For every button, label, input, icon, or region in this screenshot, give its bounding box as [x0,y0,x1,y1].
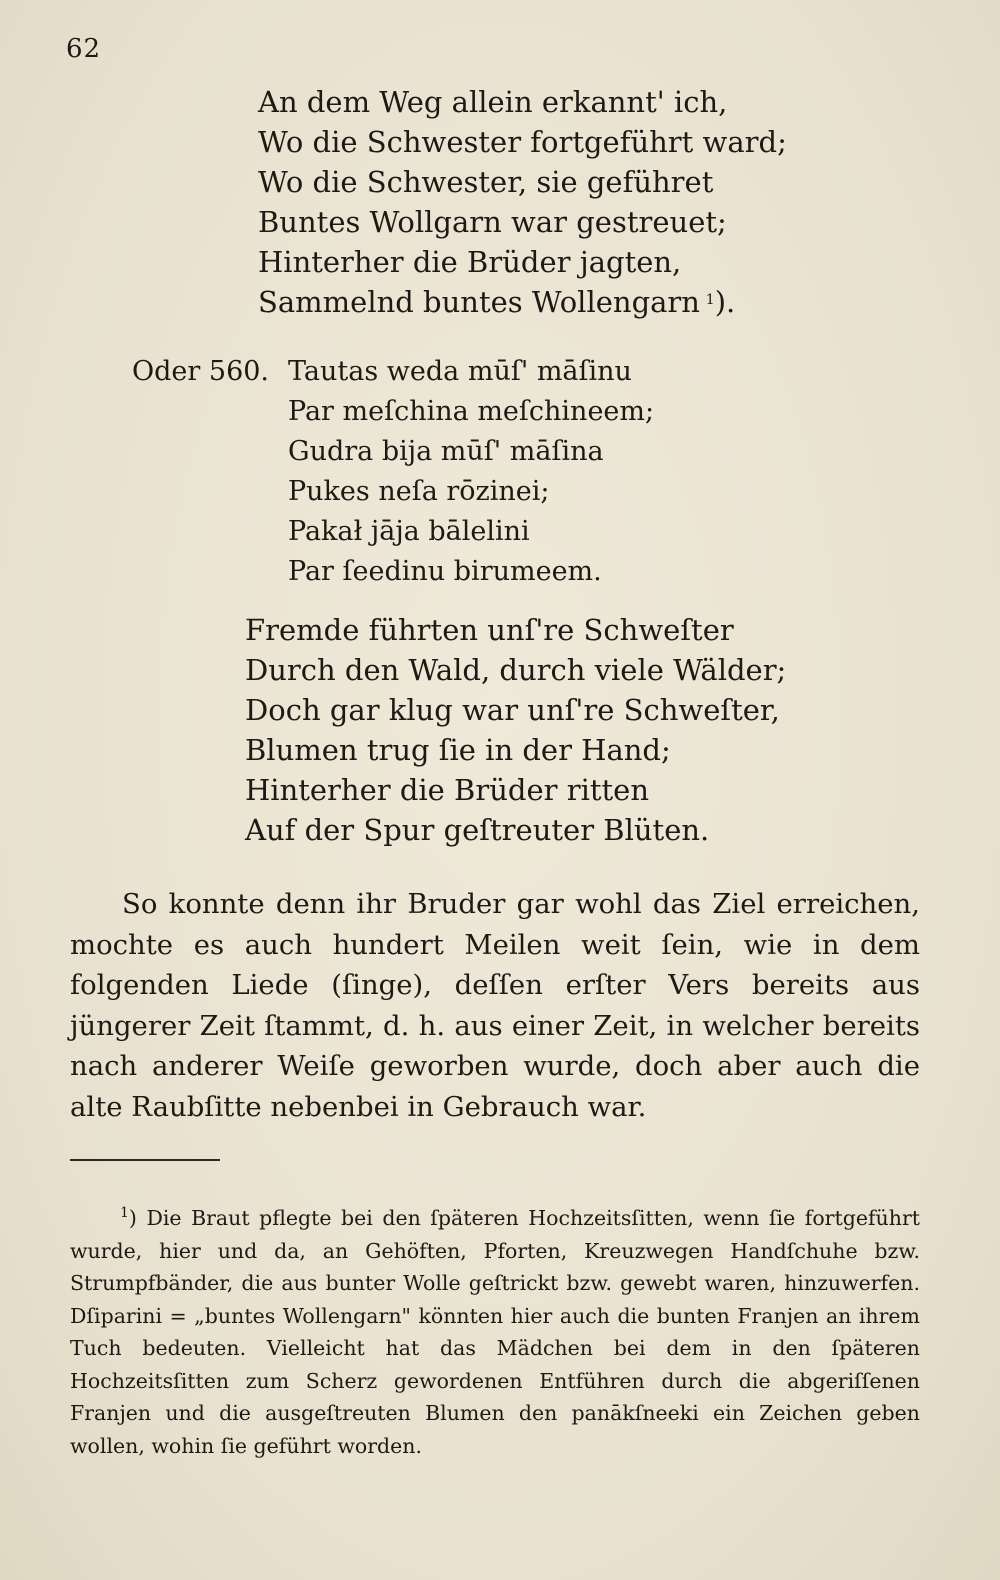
verse-line: Pakał jāja bālelini [288,516,530,547]
footnote [70,1202,920,1462]
page-number: 62 [66,34,102,64]
verse-line: Hinterher die Brüder ritten [245,773,650,807]
body-paragraph: So konnte denn ihr Bruder gar wohl das Ziel erreichen, mochte es auch hundert Meilen weit ſein, wie in dem folgenden Liede (ſinge), deſſen erſter Vers bereits aus jüngerer Zeit ſtammt, d. h. aus einer Zeit, in welcher bereits nach anderer Weiſe geworben wurde, doch aber auch die alte Raubſitte nebenbei in Gebrauch war. [70,888,920,1123]
verse-line: Durch den Wald, durch viele Wälder; [245,653,787,687]
german-stanza-2 [245,610,786,850]
verse-line: Blumen trug ſie in der Hand; [245,733,671,767]
footnote-text: Die Braut pflegte bei den ſpäteren Hochzeitsſitten, wenn ſie fortgeführt wurde, hier und da, an Gehöften, Pforten, Kreuzwegen Handſchuhe bzw. Strumpfbänder, die aus bunter Wolle geſtrickt bzw. gewebt waren, hinzuwerfen. Dſiparini = „buntes Wollengarn" könnten hier auch die bunten Franjen an ihrem Tuch bedeuten. Vielleicht hat das Mädchen bei dem in den ſpäteren Hochzeitsſitten zum Scherz gewordenen Entführen durch die abgeriſſenen Franjen und die ausgeſtreuten Blumen den panākſneeki ein Zeichen geben wollen, wohin ſie geführt worden. [70,1206,920,1458]
verse-line: Par ſeedinu birumeem. [288,556,602,587]
verse-line: Wo die Schwester, sie geführet [258,165,714,199]
verse-line: Gudra bija mūſ' māſina [288,436,604,467]
verse-line: Wo die Schwester fortgeführt ward; [258,125,787,159]
verse-line: Tautas weda mūſ' māſinu [288,356,632,387]
footnote-marker-close: ) [128,1206,137,1230]
verse-line: Par meſchina meſchineem; [288,396,655,427]
verse-line: Doch gar klug war unſ're Schweſter, [245,693,780,727]
latvian-stanza [288,352,654,592]
verse-line: Buntes Wollgarn war gestreuet; [258,205,727,239]
footnote-marker: 1 [120,1205,129,1221]
verse-line: Fremde führten unſ're Schweſter [245,613,734,647]
verse-line: Auf der Spur geſtreuter Blüten. [245,813,710,847]
verse-line: Pukes neſa rōzinei; [288,476,550,507]
variant-label: Oder 560. [132,356,270,387]
verse-line: An dem Weg allein erkannt' ich, [258,85,728,119]
verse-line: Hinterher die Brüder jagten, [258,245,682,279]
footnote-divider [70,1159,220,1161]
footnote-reference: 1 [705,292,715,308]
german-stanza-1 [258,82,787,322]
verse-line-end: ). [714,285,736,319]
verse-line-last [258,282,787,322]
verse-line-text: Sammelnd buntes Wollengarn [258,285,700,319]
